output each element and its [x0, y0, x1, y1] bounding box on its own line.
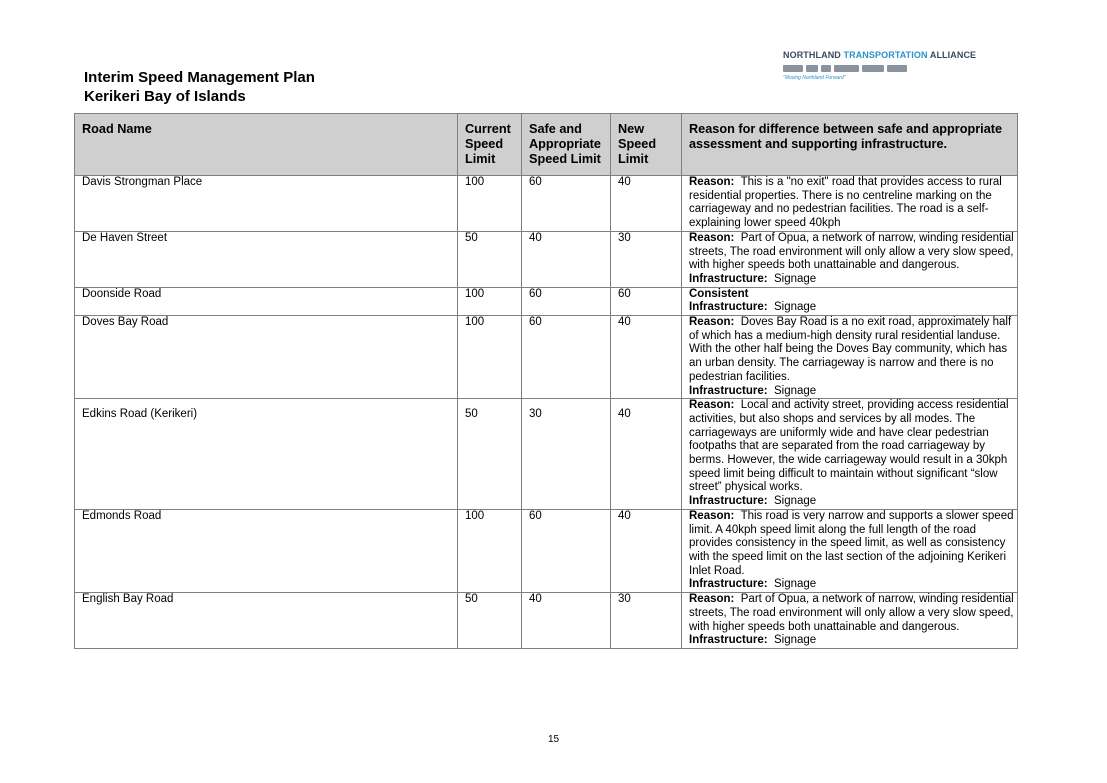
road-name: Doves Bay Road [75, 316, 458, 399]
infrastructure-label: Infrastructure: [689, 301, 768, 314]
reason-label: Reason: [689, 316, 735, 329]
table-row [75, 399, 1018, 510]
reason-cell [682, 509, 1018, 592]
new-speed: 30 [611, 231, 682, 287]
new-speed: 30 [611, 593, 682, 649]
new-speed: 40 [611, 399, 682, 510]
infrastructure-text: Signage [774, 301, 817, 314]
current-speed: 50 [458, 593, 522, 649]
current-speed: 100 [458, 316, 522, 399]
reason-label: Reason: [689, 593, 735, 606]
consistent-label: Consistent [689, 287, 749, 300]
safe-speed: 60 [522, 316, 611, 399]
document-title [84, 68, 315, 106]
reason-label: Reason: [689, 399, 735, 412]
partner-logos-icon [783, 63, 948, 73]
reason-cell [682, 287, 1018, 315]
infrastructure-label: Infrastructure: [689, 384, 768, 397]
reason-text: Part of Opua, a network of narrow, winding residential streets, The road environment will only allow a very slow speed, with higher speeds both unattainable and dangerous. [689, 593, 1014, 633]
infrastructure-text: Signage [774, 634, 817, 647]
reason-cell [682, 399, 1018, 510]
speed-limit-table [74, 113, 1018, 649]
road-name: English Bay Road [75, 593, 458, 649]
safe-speed: 40 [522, 593, 611, 649]
table-row [75, 176, 1018, 232]
safe-speed: 60 [522, 176, 611, 232]
logo-wordmark: NORTHLAND TRANSPORTATION ALLIANCE [783, 50, 977, 60]
infrastructure-text: Signage [774, 578, 817, 591]
road-name: Edmonds Road [75, 509, 458, 592]
header-road-name: Road Name [75, 114, 458, 176]
infrastructure-text: Signage [774, 272, 817, 285]
current-speed: 50 [458, 231, 522, 287]
title-line-2: Kerikeri Bay of Islands [84, 88, 246, 105]
road-name: Davis Strongman Place [75, 176, 458, 232]
reason-cell [682, 593, 1018, 649]
reason-cell [682, 316, 1018, 399]
reason-text: Doves Bay Road is a no exit road, approximately half of which has a medium-high density rural residential landuse. With the other half being the Doves Bay community, which has an urban density. The carriageway is narrow and there is no pedestrian facilities. [689, 316, 1012, 383]
table-row [75, 509, 1018, 592]
road-name: Edkins Road (Kerikeri) [75, 399, 458, 510]
infrastructure-text: Signage [774, 495, 817, 508]
table-header-row [75, 114, 1018, 176]
safe-speed: 60 [522, 509, 611, 592]
alliance-logo [783, 50, 977, 82]
title-line-1: Interim Speed Management Plan [84, 69, 315, 86]
safe-speed: 30 [522, 399, 611, 510]
reason-text: Local and activity street, providing access residential activities, but also shops and services by all modes. The carriageways are uniformly wide and have clear pedestrian footpaths that are separated from the road carriageway by berms. However, the wide carriageway would result in a 30kph speed limit being difficult to maintain without significant “slow street” physical works. [689, 399, 1009, 494]
current-speed: 50 [458, 399, 522, 510]
table-row [75, 231, 1018, 287]
infrastructure-text: Signage [774, 384, 817, 397]
header-reason: Reason for difference between safe and appropriate assessment and supporting infrastructure. [682, 114, 1018, 176]
header-current-speed: Current Speed Limit [458, 114, 522, 176]
current-speed: 100 [458, 509, 522, 592]
safe-speed: 40 [522, 231, 611, 287]
road-name: Doonside Road [75, 287, 458, 315]
table-row [75, 593, 1018, 649]
reason-text: This is a "no exit" road that provides access to rural residential properties. There is no centreline marking on the carriageway and no pedestrian facilities. The road is a self-explaining lower speed 40kph [689, 176, 1002, 230]
infrastructure-label: Infrastructure: [689, 634, 768, 647]
new-speed: 40 [611, 316, 682, 399]
reason-text: Part of Opua, a network of narrow, winding residential streets, The road environment will only allow a very slow speed, with higher speeds both unattainable and dangerous. [689, 231, 1014, 272]
reason-cell [682, 176, 1018, 232]
road-name: De Haven Street [75, 231, 458, 287]
reason-label: Reason: [689, 176, 735, 188]
reason-text: This road is very narrow and supports a slower speed limit. A 40kph speed limit along the full length of the road provides consistency in the speed limit, as well as consistency with the speed limit on the last section of the adjoining Kerikeri Inlet Road. [689, 509, 1014, 577]
infrastructure-label: Infrastructure: [689, 578, 768, 591]
new-speed: 40 [611, 509, 682, 592]
current-speed: 100 [458, 176, 522, 232]
logo-tagline: "Moving Northland Forward" [783, 75, 846, 81]
reason-label: Reason: [689, 509, 735, 522]
new-speed: 60 [611, 287, 682, 315]
page-number: 15 [547, 734, 560, 745]
header-safe-speed: Safe and Appropriate Speed Limit [522, 114, 611, 176]
table-row [75, 287, 1018, 315]
reason-cell [682, 231, 1018, 287]
header-new-speed: New Speed Limit [611, 114, 682, 176]
infrastructure-label: Infrastructure: [689, 495, 768, 508]
table-row [75, 316, 1018, 399]
reason-label: Reason: [689, 231, 735, 244]
current-speed: 100 [458, 287, 522, 315]
infrastructure-label: Infrastructure: [689, 272, 768, 285]
safe-speed: 60 [522, 287, 611, 315]
new-speed: 40 [611, 176, 682, 232]
